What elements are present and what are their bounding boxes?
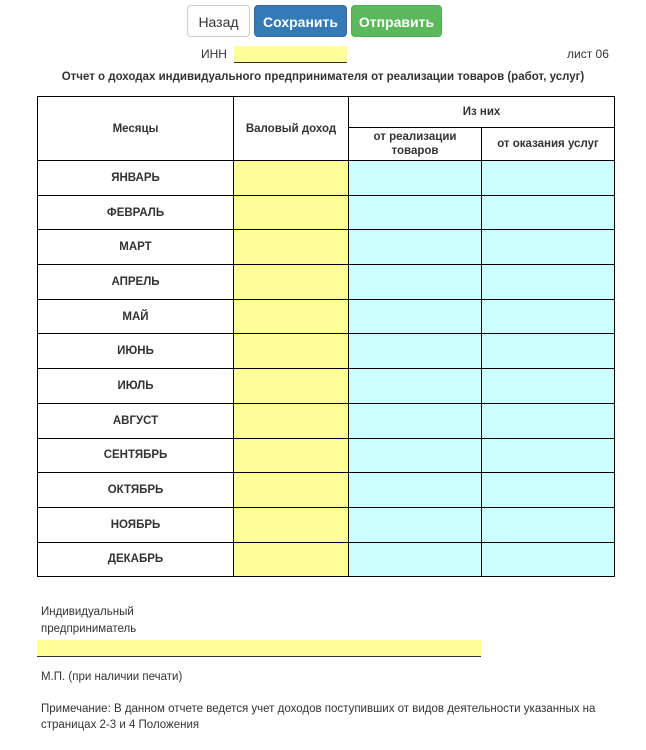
services-income-input[interactable] — [482, 508, 614, 541]
save-button[interactable]: Сохранить — [254, 5, 347, 37]
gross-income-input-cell — [234, 438, 349, 473]
gross-income-input[interactable] — [234, 474, 348, 507]
services-income-input-cell — [482, 403, 615, 438]
services-income-input-cell — [482, 507, 615, 542]
table-row — [38, 403, 615, 438]
column-header-services: от оказания услуг — [482, 128, 615, 161]
services-income-input[interactable] — [482, 404, 614, 437]
month-label: МАРТ — [38, 230, 234, 265]
month-label: СЕНТЯБРЬ — [38, 438, 234, 473]
gross-income-input-cell — [234, 265, 349, 300]
inn-field[interactable] — [234, 46, 347, 63]
table-row — [38, 195, 615, 230]
table-row — [38, 369, 615, 404]
gross-income-input-cell — [234, 542, 349, 577]
services-income-input[interactable] — [482, 543, 614, 576]
services-income-input-cell — [482, 299, 615, 334]
table-row — [38, 542, 615, 577]
gross-income-input[interactable] — [234, 196, 348, 229]
table-row — [38, 265, 615, 300]
month-label: АВГУСТ — [38, 403, 234, 438]
goods-income-input[interactable] — [349, 196, 481, 229]
month-label: ЯНВАРЬ — [38, 161, 234, 196]
services-income-input-cell — [482, 230, 615, 265]
goods-income-input-cell — [349, 299, 482, 334]
goods-income-input-cell — [349, 369, 482, 404]
services-income-input[interactable] — [482, 231, 614, 264]
goods-income-input[interactable] — [349, 231, 481, 264]
services-income-input[interactable] — [482, 300, 614, 333]
services-income-input-cell — [482, 438, 615, 473]
services-income-input-cell — [482, 334, 615, 369]
gross-income-input[interactable] — [234, 161, 348, 194]
goods-income-input[interactable] — [349, 335, 481, 368]
column-header-goods: от реализации товаров — [349, 128, 482, 161]
gross-income-input-cell — [234, 473, 349, 508]
goods-income-input[interactable] — [349, 508, 481, 541]
services-income-input[interactable] — [482, 439, 614, 472]
gross-income-input[interactable] — [234, 369, 348, 402]
gross-income-input[interactable] — [234, 231, 348, 264]
gross-income-input-cell — [234, 299, 349, 334]
goods-income-input-cell — [349, 403, 482, 438]
month-label: ДЕКАБРЬ — [38, 542, 234, 577]
gross-income-input-cell — [234, 161, 349, 196]
column-header-group: Из них — [349, 97, 615, 128]
goods-income-input-cell — [349, 473, 482, 508]
gross-income-input[interactable] — [234, 508, 348, 541]
goods-income-input[interactable] — [349, 543, 481, 576]
gross-income-input-cell — [234, 195, 349, 230]
goods-income-input-cell — [349, 161, 482, 196]
table-row — [38, 473, 615, 508]
gross-income-input[interactable] — [234, 335, 348, 368]
gross-income-input-cell — [234, 369, 349, 404]
back-button[interactable]: Назад — [187, 5, 250, 37]
month-label: ФЕВРАЛЬ — [38, 195, 234, 230]
goods-income-input[interactable] — [349, 161, 481, 194]
gross-income-input[interactable] — [234, 265, 348, 298]
services-income-input[interactable] — [482, 161, 614, 194]
services-income-input-cell — [482, 265, 615, 300]
goods-income-input[interactable] — [349, 404, 481, 437]
services-income-input[interactable] — [482, 335, 614, 368]
column-header-months: Месяцы — [38, 97, 234, 161]
page-title: Отчет о доходах индивидуального предпринимателя от реализации товаров (работ, услуг) — [61, 71, 585, 83]
services-income-input-cell — [482, 473, 615, 508]
goods-income-input[interactable] — [349, 369, 481, 402]
gross-income-input-cell — [234, 507, 349, 542]
gross-income-input-cell — [234, 230, 349, 265]
goods-income-input[interactable] — [349, 474, 481, 507]
stamp-label: М.П. (при наличии печати) — [41, 671, 183, 683]
services-income-input-cell — [482, 161, 615, 196]
goods-income-input-cell — [349, 195, 482, 230]
gross-income-input[interactable] — [234, 439, 348, 472]
goods-income-input-cell — [349, 230, 482, 265]
services-income-input-cell — [482, 369, 615, 404]
month-label: НОЯБРЬ — [38, 507, 234, 542]
gross-income-input-cell — [234, 403, 349, 438]
column-header-gross: Валовый доход — [234, 97, 349, 161]
inn-label: ИНН — [201, 47, 227, 61]
sheet-number: лист 06 — [567, 47, 609, 61]
goods-income-input[interactable] — [349, 265, 481, 298]
goods-income-input[interactable] — [349, 300, 481, 333]
month-label: ОКТЯБРЬ — [38, 473, 234, 508]
month-label: ИЮНЬ — [38, 334, 234, 369]
table-row — [38, 438, 615, 473]
month-label: ИЮЛЬ — [38, 369, 234, 404]
goods-income-input-cell — [349, 507, 482, 542]
services-income-input-cell — [482, 542, 615, 577]
services-income-input-cell — [482, 195, 615, 230]
goods-income-input-cell — [349, 542, 482, 577]
gross-income-input[interactable] — [234, 404, 348, 437]
entrepreneur-field[interactable] — [37, 640, 481, 657]
table-row — [38, 161, 615, 196]
table-row — [38, 230, 615, 265]
table-row — [38, 334, 615, 369]
goods-income-input-cell — [349, 334, 482, 369]
month-label: АПРЕЛЬ — [38, 265, 234, 300]
table-row — [38, 299, 615, 334]
note-text: Примечание: В данном отчете ведется учет доходов поступивших от видов деятельности указанных на страницах 2-3 и 4 Положения — [41, 703, 596, 731]
goods-income-input[interactable] — [349, 439, 481, 472]
gross-income-input[interactable] — [234, 300, 348, 333]
services-income-input[interactable] — [482, 196, 614, 229]
send-button[interactable]: Отправить — [351, 5, 442, 37]
goods-income-input-cell — [349, 265, 482, 300]
income-table — [37, 96, 615, 577]
goods-income-input-cell — [349, 438, 482, 473]
gross-income-input-cell — [234, 334, 349, 369]
month-label: МАЙ — [38, 299, 234, 334]
services-income-input[interactable] — [482, 265, 614, 298]
services-income-input[interactable] — [482, 474, 614, 507]
table-row — [38, 507, 615, 542]
toolbar — [0, 5, 646, 37]
entrepreneur-label: Индивидуальный предприниматель — [41, 606, 137, 635]
gross-income-input[interactable] — [234, 543, 348, 576]
services-income-input[interactable] — [482, 369, 614, 402]
